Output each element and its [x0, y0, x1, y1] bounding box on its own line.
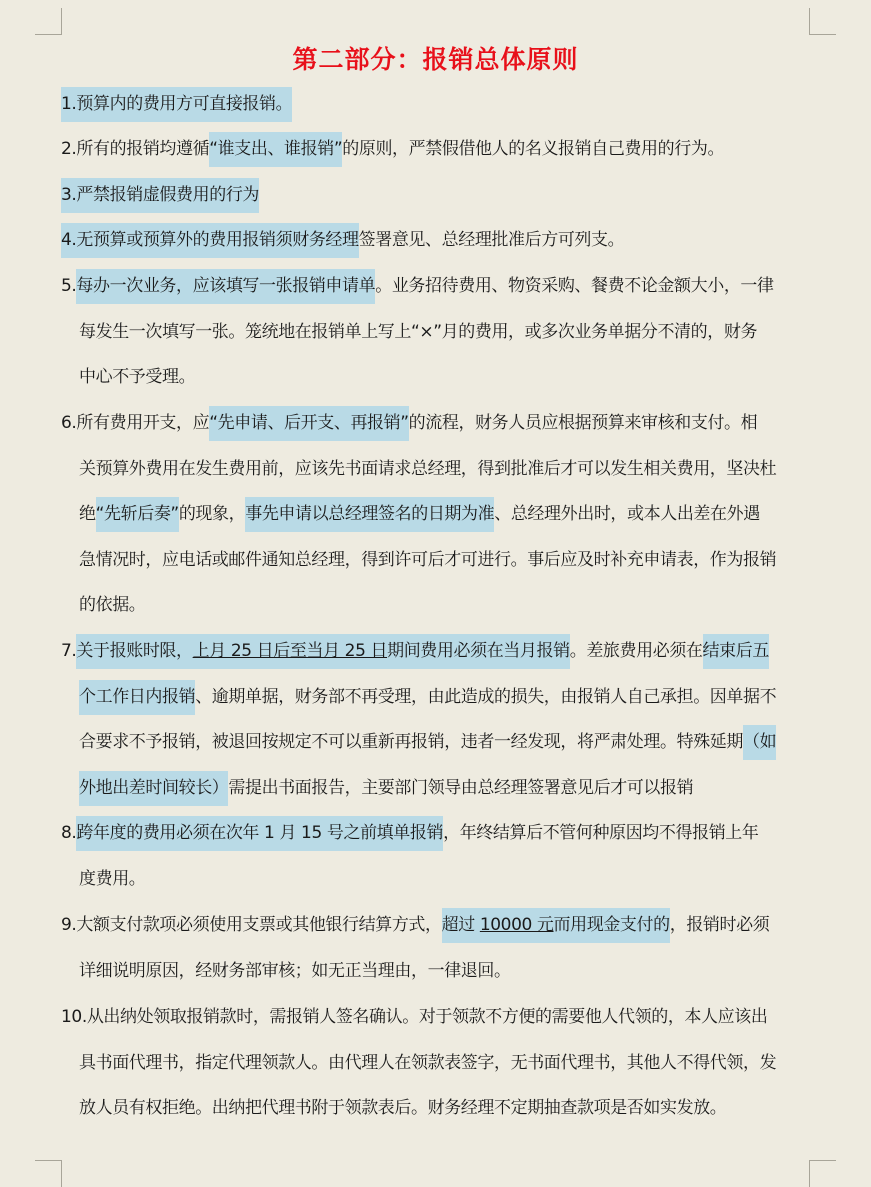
paragraph-line [61, 995, 811, 1041]
rule-paragraph-3 [61, 173, 811, 219]
text-run: 的依据。 [79, 595, 146, 616]
page-corner-mark-top-right [809, 8, 836, 35]
highlighted-text: “先申请、后开支、再报销” [209, 406, 408, 441]
text-run: 每发生一次填写一张。笼统地在报销单上写上“×”月的费用，或多次业务单据分不清的，财务 [79, 321, 758, 342]
paragraph-line [61, 310, 811, 356]
text-run: 关预算外费用在发生费用前，应该先书面请求总经理，得到批准后才可以发生相关费用，坚决杜 [79, 458, 777, 479]
highlighted-text: 10000 元 [480, 908, 554, 943]
page-corner-mark-bottom-left [35, 1160, 62, 1187]
text-run: 绝 [79, 504, 96, 525]
paragraph-line [61, 811, 811, 857]
highlighted-text: “谁支出、谁报销” [209, 132, 342, 167]
highlighted-text: 每办一次业务，应该填写一张报销申请单 [76, 269, 375, 304]
rule-paragraph-10 [61, 995, 811, 1132]
paragraph-line [61, 355, 811, 401]
paragraph-line [61, 538, 811, 584]
rule-paragraph-7 [61, 629, 811, 811]
paragraph-line [61, 857, 811, 903]
text-run: 中心不予受理。 [79, 367, 196, 388]
highlighted-text: 而用现金支付的 [554, 908, 670, 943]
paragraph-line [61, 401, 811, 447]
text-run: 9.大额支付款项必须使用支票或其他银行结算方式， [61, 915, 442, 935]
paragraph-line [61, 127, 811, 173]
paragraph-line [61, 629, 811, 675]
paragraph-line [61, 903, 811, 949]
text-run: 。业务招待费用、物资采购、餐费不论金额大小，一律 [375, 276, 774, 296]
text-run: 5. [61, 276, 77, 296]
rule-paragraph-8 [61, 811, 811, 902]
highlighted-text: 结束后五 [703, 634, 769, 669]
highlighted-text: 4.无预算或预算外的费用报销须财务经理 [61, 223, 359, 258]
text-run: 10.从出纳处领取报销款时，需报销人签名确认。对于领款不方便的需要他人代领的，本人应该出 [61, 1007, 768, 1027]
text-run: 的现象， [178, 504, 246, 525]
paragraph-line [61, 82, 811, 128]
text-run: 。差旅费用必须在 [569, 641, 703, 661]
paragraph-line [61, 447, 811, 493]
highlighted-text: 1.预算内的费用方可直接报销。 [61, 87, 292, 122]
paragraph-line [61, 720, 811, 766]
rule-paragraph-6 [61, 401, 811, 629]
text-run: 的原则，严禁假借他人的名义报销自己费用的行为。 [342, 139, 725, 159]
highlighted-text: 关于报账时限， [76, 634, 192, 669]
paragraph-line [61, 675, 811, 721]
text-run: 急情况时，应电话或邮件通知总经理，得到许可后才可进行。事后应及时补充申请表，作为报销 [79, 549, 777, 570]
page-corner-mark-bottom-right [809, 1160, 836, 1187]
paragraph-line [61, 1086, 811, 1132]
text-run: 6.所有费用开支，应 [61, 413, 210, 433]
document-title: 第二部分：报销总体原则 [292, 45, 579, 74]
text-run: 签署意见、总经理批准后方可列支。 [358, 230, 625, 250]
text-run: 2.所有的报销均遵循 [61, 139, 210, 159]
highlighted-text: 跨年度的费用必须在次年 1 月 15 号之前填单报销 [76, 816, 443, 851]
paragraph-line [61, 492, 811, 538]
text-run: 需提出书面报告，主要部门领导由总经理签署意见后才可以报销 [228, 777, 694, 798]
text-run: 8. [61, 823, 77, 843]
highlighted-text: 事先申请以总经理签名的日期为准 [245, 497, 494, 532]
paragraph-line [61, 949, 811, 995]
paragraph-line [61, 583, 811, 629]
paragraph-line [61, 766, 811, 812]
text-run: 、总经理外出时，或本人出差在外遇 [494, 504, 760, 525]
highlighted-text: 外地出差时间较长） [79, 771, 228, 806]
highlighted-text: 上月 25 日后至当月 25 日 [193, 634, 387, 669]
text-run: 7. [61, 641, 77, 661]
paragraph-line [61, 218, 811, 264]
rule-paragraph-4 [61, 218, 811, 264]
text-run: 度费用。 [79, 868, 146, 889]
text-run: 放人员有权拒绝。出纳把代理书附于领款表后。财务经理不定期抽查款项是否如实发放。 [79, 1098, 727, 1119]
text-run: 具书面代理书，指定代理领款人。由代理人在领款表签字，无书面代理书，其他人不得代领，发 [79, 1052, 777, 1073]
rule-paragraph-5 [61, 264, 811, 401]
highlighted-text: 个工作日内报销 [79, 680, 195, 715]
text-run: ，报销时必须 [669, 915, 770, 935]
paragraph-line [61, 1041, 811, 1087]
paragraph-line [61, 173, 811, 219]
paragraph-line [61, 264, 811, 310]
highlighted-text: 3.严禁报销虚假费用的行为 [61, 178, 259, 213]
highlighted-text: “先斩后奏” [96, 497, 179, 532]
rule-paragraph-9 [61, 903, 811, 994]
text-run: 合要求不予报销，被退回按规定不可以重新再报销，违者一经发现，将严肃处理。特殊延期 [79, 732, 743, 753]
text-run: ，年终结算后不管何种原因均不得报销上年 [443, 823, 759, 843]
text-run: 的流程，财务人员应根据预算来审核和支付。相 [408, 413, 758, 433]
highlighted-text: 期间费用必须在当月报销 [387, 634, 570, 669]
text-run: 、逾期单据，财务部不再受理，由此造成的损失，由报销人自己承担。因单据不 [195, 686, 777, 707]
page-corner-mark-top-left [35, 8, 62, 35]
highlighted-text: 超过 [442, 908, 480, 943]
rule-paragraph-1 [61, 82, 811, 128]
rule-paragraph-2 [61, 127, 811, 173]
highlighted-text: （如 [743, 725, 776, 760]
text-run: 详细说明原因，经财务部审核；如无正当理由，一律退回。 [79, 960, 511, 981]
